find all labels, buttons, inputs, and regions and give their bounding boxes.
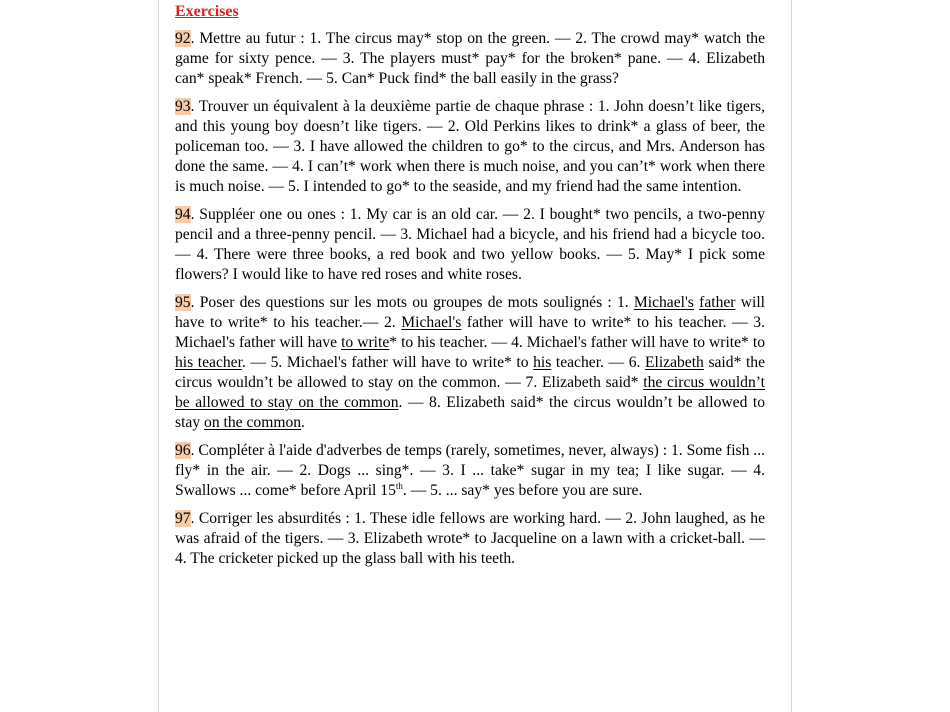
exercise-text: . — 8. Elizabeth said* the circus wouldn’t be allowed to stay bbox=[175, 394, 765, 431]
exercise-text: father will have to write* to his teacher. — 3. Michael's father will have bbox=[175, 314, 765, 351]
underlined-text: his teacher bbox=[175, 354, 242, 371]
exercise-text: . — 5. ... say* yes before you are sure. bbox=[402, 482, 643, 499]
exercise-text: . Corriger les absurdités : 1. These idle fellows are working hard. — 2. John laughed, as he was afraid of the tigers. — 3. Elizabeth wrote* to Jacqueline on a lawn with a cricket-ball. — 4. The cricketer picked up the glass ball with his teeth. bbox=[175, 510, 765, 567]
exercises-heading: Exercises bbox=[175, 3, 239, 20]
exercise-text: . Trouver un équivalent à la deuxième partie de chaque phrase : 1. John doesn’t like tigers, and this young boy doesn’t like tigers. — 2. Old Perkins likes to drink* a glass of beer, the policeman too. — 3. I have allowed the children to go* to the circus, and Mrs. Anderson has done the same. — 4. I can’t* work when there is much noise, and you can’t* work when there is much noise. — 5. I intended to go* to the seaside, and my friend had the same intention. bbox=[175, 98, 765, 195]
underlined-text: on the common bbox=[204, 414, 302, 431]
underlined-text: father bbox=[699, 294, 736, 311]
underlined-text: his bbox=[533, 354, 552, 371]
exercise-number: 96 bbox=[175, 442, 191, 459]
exercise-number: 92 bbox=[175, 30, 191, 47]
document-page bbox=[158, 0, 792, 712]
exercise-text: . Compléter à l'aide d'adverbes de temps (rarely, sometimes, never, always) : 1. Some fish ... fly* in the air. — 2. Dogs ... sing*. — 3. I ... take* sugar in my tea; I like sugar. — 4. Swallows ... come* before April 15 bbox=[175, 442, 765, 499]
exercise-text: . — 5. Michael's father will have to write* to bbox=[241, 354, 534, 371]
exercise-95 bbox=[175, 293, 765, 433]
exercise-number: 97 bbox=[175, 510, 191, 527]
exercise-number: 93 bbox=[175, 98, 191, 115]
superscript-text: th bbox=[395, 480, 403, 491]
exercise-text: teacher. — 6. bbox=[551, 354, 645, 371]
exercise-text: will have to write* to his teacher.— 2. bbox=[175, 294, 765, 331]
exercise-text: . Suppléer one ou ones : 1. My car is an old car. — 2. I bought* two pencils, a two-penny pencil and a three-penny pencil. — 3. Michael had a bicycle, and his friend had a bicycle too. — 4. There were three books, a red book and two yellow books. — 5. May* I pick some flowers? I would like to have red roses and white roses. bbox=[175, 206, 765, 283]
underlined-text: Elizabeth bbox=[644, 354, 704, 371]
exercise-96 bbox=[175, 441, 765, 501]
exercise-93 bbox=[175, 97, 765, 197]
underlined-text: Michael's bbox=[401, 314, 462, 331]
exercise-97 bbox=[175, 509, 765, 569]
exercise-text: . Poser des questions sur les mots ou groupes de mots soulignés : 1. bbox=[190, 294, 634, 311]
exercise-text: . bbox=[301, 414, 305, 431]
exercise-number: 95 bbox=[175, 294, 191, 311]
exercise-text: . Mettre au futur : 1. The circus may* stop on the green. — 2. The crowd may* watch the game for sixty pence. — 3. The players must* pay* for the broken* pane. — 4. Elizabeth can* speak* French. — 5. Can* Puck find* the ball easily in the grass? bbox=[175, 30, 765, 87]
exercise-number: 94 bbox=[175, 206, 191, 223]
exercise-text: said* the circus wouldn’t be allowed to stay on the common. — 7. Elizabeth said* bbox=[175, 354, 765, 391]
exercise-text: * to his teacher. — 4. Michael's father will have to write* to bbox=[389, 334, 765, 351]
exercise-92 bbox=[175, 29, 765, 89]
exercise-94 bbox=[175, 205, 765, 285]
underlined-text: Michael's bbox=[633, 294, 694, 311]
underlined-text: the circus wouldn’t be allowed to stay on the common bbox=[175, 374, 765, 411]
document-content bbox=[175, 2, 765, 577]
underlined-text: to write bbox=[341, 334, 390, 351]
exercise-list bbox=[175, 29, 765, 569]
